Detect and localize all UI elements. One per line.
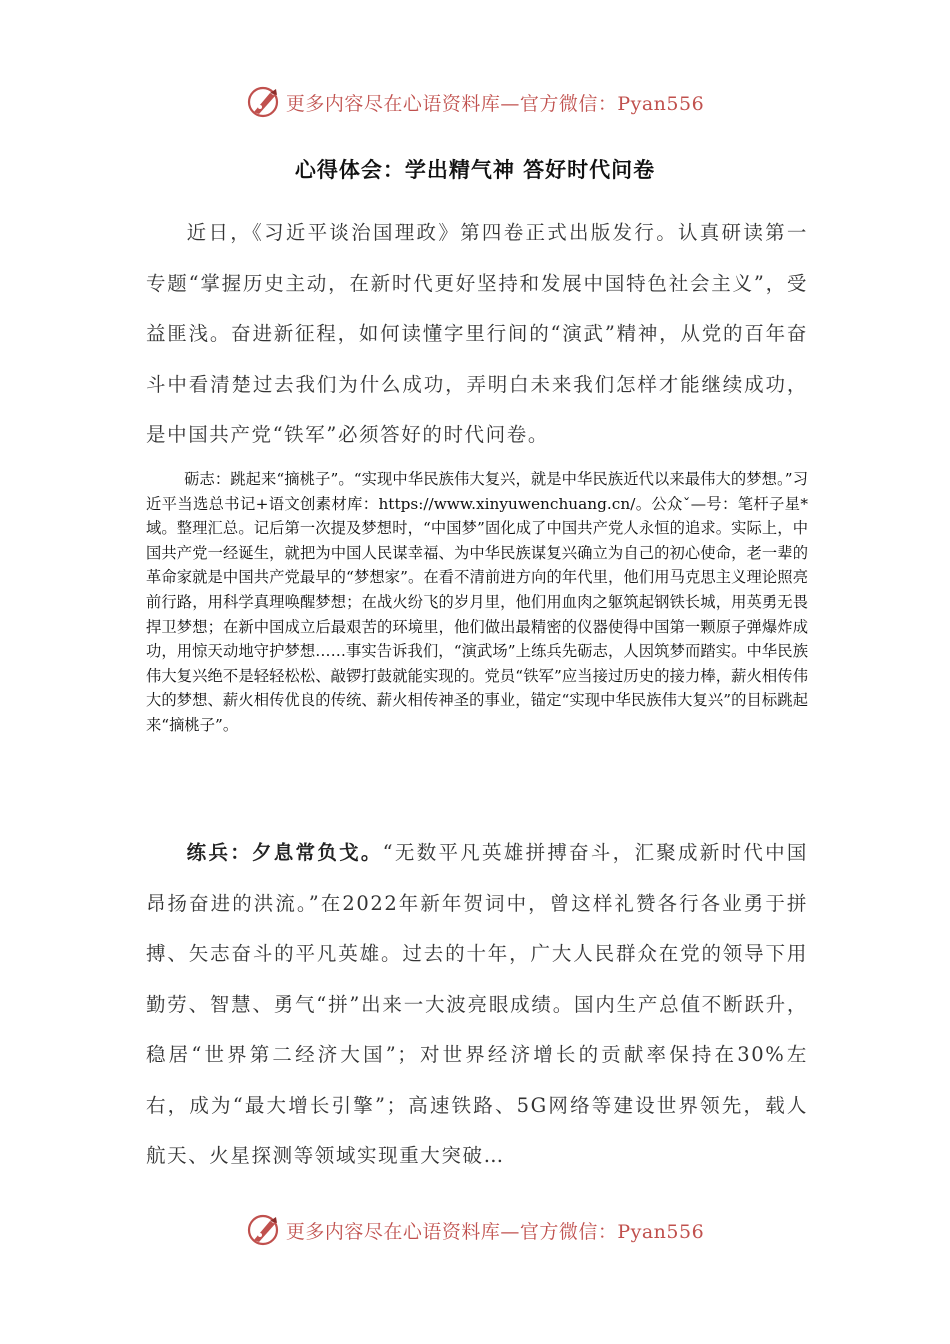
page-title: 心得体会：学出精气神 答好时代问卷 [294,158,656,182]
paragraph-lianbing-text: “无数平凡英雄拼搏奋斗，汇聚成新时代中国昂扬奋进的洪流。”在2022年新年贺词中，曾这样礼赞各行各业勇于拼搏、矢志奋斗的平凡英雄。过去的十年，广大人民群众在党的领导下用勤劳、智慧、勇气“拼”出来一大波亮眼成绩。国内生产总值不断跃升，稳居“世界第二经济大国”；对世界经济增长的贡献率保持在30%左右，成为“最大增长引擎”；高速铁路、5G网络等建设世界领先，载人航天、火星探测等领域实现重大突破… [146,841,808,1167]
pen-nib-logo-icon [246,1212,282,1248]
paragraph-intro [146,208,808,461]
banner-text: 更多内容尽在心语资料库—官方微信：Pyan556 [285,92,705,115]
paragraph-lizhi [146,467,808,738]
paragraph-lianbing-lead: 练兵：夕息常负戈。 [186,841,383,864]
header-banner [0,82,950,122]
paragraph-intro-text: 近日，《习近平谈治国理政》第四卷正式出版发行。认真研读第一专题“掌握历史主动，在新时代更好坚持和发展中国特色社会主义”，受益匪浅。奋进新征程，如何读懂字里行间的“演武”精神，从党的百年奋斗中看清楚过去我们为什么成功，弄明白未来我们怎样才能继续成功，是中国共产党“铁军”必须答好的时代问卷。 [146,221,808,446]
banner-text: 更多内容尽在心语资料库—官方微信：Pyan556 [285,1220,705,1243]
paragraph-lianbing [146,828,808,1182]
footer-banner [0,1210,950,1250]
paragraph-lizhi-text: 砺志：跳起来“摘桃子”。“实现中华民族伟大复兴，就是中华民族近代以来最伟大的梦想。”习近平当选总书记+语文创素材库：https://www.xinyuwenchuang.cn/。公众ˇ—号：笔杆子星*域。整理汇总。记后第一次提及梦想时，“中国梦”固化成了中国共产党人永恒的追求。实际上，中国共产党一经诞生，就把为中国人民谋幸福、为中华民族谋复兴确立为自己的初心使命，老一辈的革命家就是中国共产党最早的“梦想家”。在看不清前进方向的年代里，他们用马克思主义理论照亮前行路，用科学真理唤醒梦想；在战火纷飞的岁月里，他们用血肉之躯筑起钢铁长城，用英勇无畏捍卫梦想；在新中国成立后最艰苦的环境里，他们做出最精密的仪器使得中国第一颗原子弹爆炸成功，用惊天动地守护梦想……事实告诉我们，“演武场”上练兵先砺志，人因筑梦而踏实。中华民族伟大复兴绝不是轻轻松松、敲锣打鼓就能实现的。党员“铁军”应当接过历史的接力棒，薪火相传伟大的梦想、薪火相传优良的传统、薪火相传神圣的事业，锚定“实现中华民族伟大复兴”的目标跳起来“摘桃子”。 [146,470,808,734]
pen-nib-logo-icon [246,84,282,120]
